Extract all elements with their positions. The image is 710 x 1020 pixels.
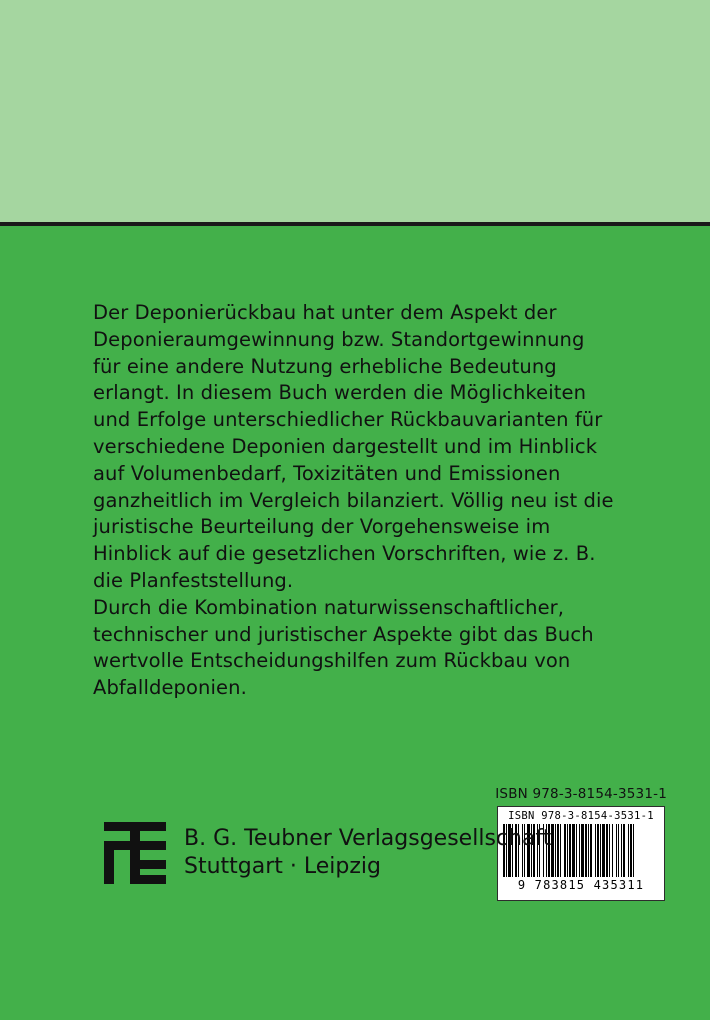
- barcode-caption: ISBN 978-3-8154-3531-1: [508, 810, 654, 822]
- publisher-city: Stuttgart · Leipzig: [184, 854, 381, 879]
- top-color-panel: [0, 0, 710, 222]
- teubner-logo-icon: [104, 822, 166, 884]
- publisher-name: B. G. Teubner Verlagsgesellschaft: [184, 826, 552, 851]
- blurb-paragraph-2: Durch die Kombination naturwissenschaftlicher, technischer und juristischer Aspekte gibt das Buch wertvolle Entscheidungshilfen zum Rückbau von Abfalldeponien.: [93, 595, 594, 700]
- blurb-paragraph-1: Der Deponierückbau hat unter dem Aspekt der Deponieraumgewinnung bzw. Standortgewinnung für eine andere Nutzung erhebliche Bedeutung erlangt. In diesem Buch werden die Möglichkeiten und Erfolge unterschiedlicher Rückbauvarianten für verschiedene Deponien dargestellt und im Hinblick auf Volumenbedarf, Toxizitäten und Emissionen ganzheitlich im Vergleich bilanziert. Völlig neu ist die juristische Beurteilung der Vorgehensweise im Hinblick auf die gesetzlichen Vorschriften, wie z. B. die Planfeststellung.: [93, 301, 614, 592]
- isbn-label: ISBN 978-3-8154-3531-1: [495, 786, 667, 802]
- blurb-text: [93, 300, 618, 702]
- publisher-block: [104, 822, 551, 884]
- horizontal-divider: [0, 222, 710, 226]
- barcode-digits: 9 783815 435311: [517, 878, 645, 892]
- publisher-text: [184, 825, 551, 881]
